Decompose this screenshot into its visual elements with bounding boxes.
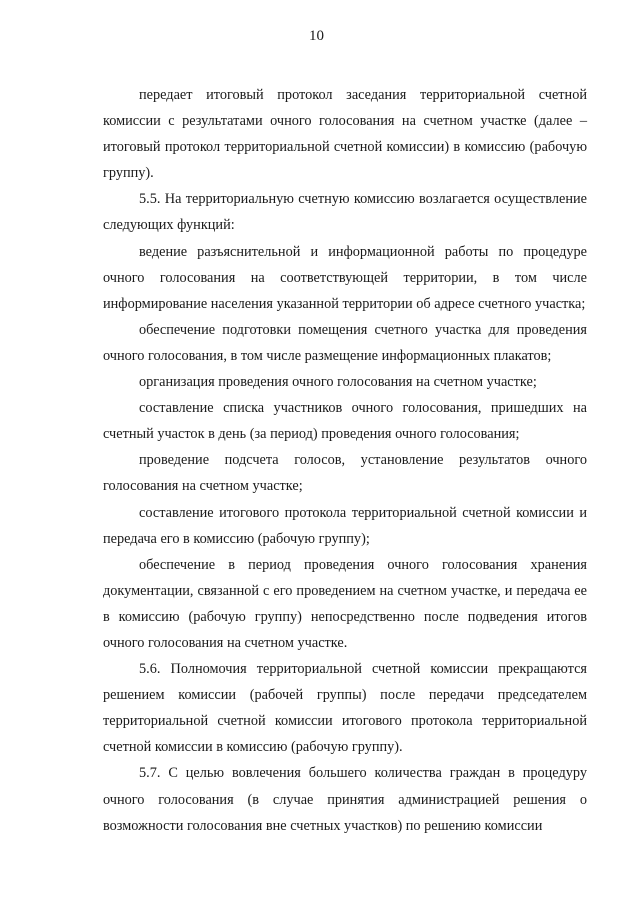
paragraph: обеспечение подготовки помещения счетного участка для проведения очного голосования, в том числе размещение информационных плакатов;	[103, 321, 587, 364]
section-5-5	[103, 186, 587, 238]
section-5-6	[103, 656, 587, 760]
paragraph: ведение разъяснительной и информационной работы по процедуре очного голосования на соответствующей территории, в том числе информирование населения указанной территории об адресе счетного участка;	[103, 243, 587, 312]
paragraph: организация проведения очного голосования на счетном участке;	[139, 374, 537, 391]
section-number: 5.7.	[139, 765, 161, 782]
section-text: С целью вовлечения большего количества граждан в процедуру очного голосования (в случае принятия администрацией решения о возможности голосования вне счетных участков) по решению комиссии	[103, 765, 587, 834]
page-number: 10	[309, 28, 324, 44]
paragraph: составление итогового протокола территориальной счетной комиссии и передача его в комиссию (рабочую группу);	[103, 504, 587, 547]
document-body	[103, 82, 587, 839]
section-number: 5.5.	[139, 191, 161, 208]
section-text: На территориальную счетную комиссию возлагается осуществление следующих функций:	[103, 191, 587, 234]
section-text: Полномочия территориальной счетной комиссии прекращаются решением комиссии (рабочей группы) после передачи председателем территориальной счетной комиссии итогового протокола территориальной счетной комиссии в комиссию (рабочую группу).	[103, 661, 587, 756]
paragraph: проведение подсчета голосов, установление результатов очного голосования на счетном участке;	[103, 452, 587, 495]
paragraph: передает итоговый протокол заседания территориальной счетной комиссии с результатами очного голосования на счетном участке (далее – итоговый протокол территориальной счетной комиссии) в комиссию (рабочую группу).	[103, 87, 587, 182]
section-5-7	[103, 760, 587, 838]
paragraph: обеспечение в период проведения очного голосования хранения документации, связанной с его проведением на счетном участке, и передача ее в комиссию (рабочую группу) непосредственно после подведения итогов очного голосования на счетном участке.	[103, 556, 587, 651]
section-number: 5.6.	[139, 661, 161, 678]
paragraph: составление списка участников очного голосования, пришедших на счетный участок в день (за период) проведения очного голосования;	[103, 400, 587, 443]
